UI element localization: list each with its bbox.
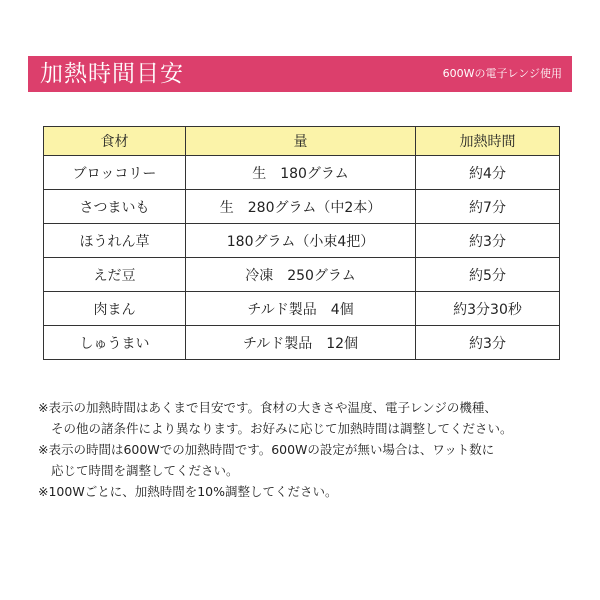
cell-food: えだ豆 [44,258,186,292]
page-title: 加熱時間目安 [40,61,184,87]
heating-time-table [43,126,560,360]
footnote-line: ※表示の加熱時間はあくまで目安です。食材の大きさや温度、電子レンジの機種、 [38,400,497,415]
cell-time: 約4分 [416,156,560,190]
table-row [44,190,560,224]
table-row [44,258,560,292]
cell-amount: チルド製品 12個 [186,326,416,360]
column-header-amount: 量 [186,127,416,156]
cell-amount: 冷凍 250グラム [186,258,416,292]
table-header-row [44,127,560,156]
cell-amount: チルド製品 4個 [186,292,416,326]
table-row [44,156,560,190]
footnote-line: その他の諸条件により異なります。お好みに応じて加熱時間は調整してください。 [51,421,513,436]
microwave-note: 600Wの電子レンジ使用 [442,67,562,80]
cell-amount: 生 280グラム（中2本） [186,190,416,224]
cell-time: 約3分 [416,326,560,360]
cell-time: 約3分 [416,224,560,258]
cell-amount: 180グラム（小束4把） [186,224,416,258]
column-header-food: 食材 [44,127,186,156]
table-row [44,326,560,360]
cell-time: 約7分 [416,190,560,224]
cell-food: さつまいも [44,190,186,224]
column-header-time: 加熱時間 [416,127,560,156]
footnote-line: ※100Wごとに、加熱時間を10%調整してください。 [38,484,338,499]
header-banner [28,56,572,92]
cell-food: ほうれん草 [44,224,186,258]
cell-food: ブロッコリー [44,156,186,190]
footnote-line: 応じて時間を調整してください。 [51,463,239,478]
table-row [44,292,560,326]
cell-time: 約3分30秒 [416,292,560,326]
cell-food: 肉まん [44,292,186,326]
table-row [44,224,560,258]
cell-food: しゅうまい [44,326,186,360]
cell-amount: 生 180グラム [186,156,416,190]
footnotes [38,397,568,502]
cell-time: 約5分 [416,258,560,292]
footnote-line: ※表示の時間は600Wでの加熱時間です。600Wの設定が無い場合は、ワット数に [38,442,495,457]
